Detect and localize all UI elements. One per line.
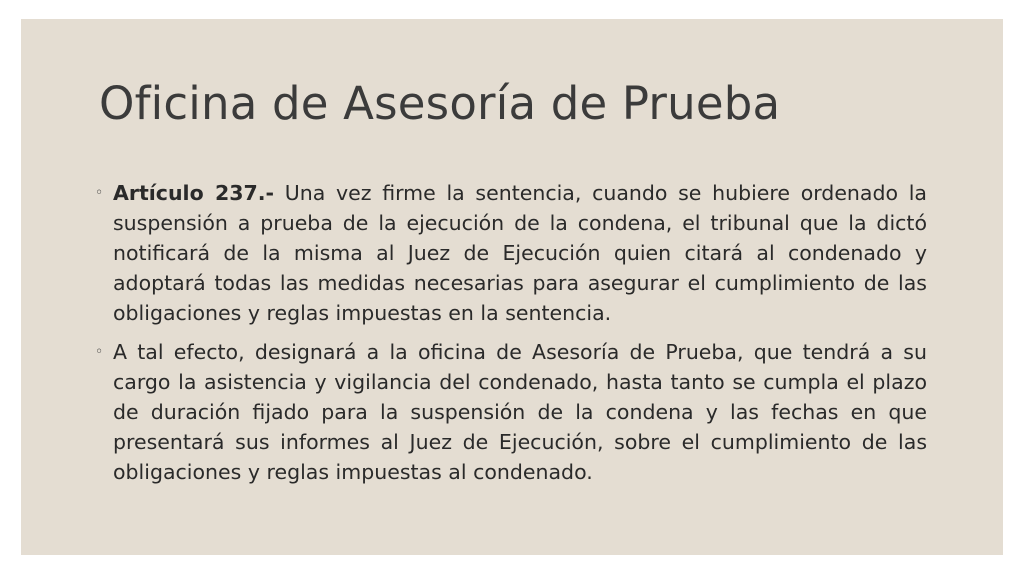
bullet-item-articulo-237 — [93, 178, 927, 328]
article-number-label: Artículo 237.- — [113, 181, 275, 205]
hollow-circle-bullet-icon: ◦ — [95, 344, 104, 360]
bullet-text: A tal efecto, designará a la oficina de Asesoría de Prueba, que tendrá a su cargo la asistencia y vigilancia del condenado, hasta tanto se cumpla el plazo de duración fijado para la suspensión de la condena y las fechas en que presentará sus informes al Juez de Ejecución, sobre el cumplimiento de las obligaciones y reglas impuestas al condenado. — [113, 340, 927, 484]
bullet-text: Una vez firme la sentencia, cuando se hubiere ordenado la suspensión a prueba de la ejecución de la condena, el tribunal que la dictó notificará de la misma al Juez de Ejecución quien citará al condenado y adoptará todas las medidas necesarias para asegurar el cumplimiento de las obligaciones y reglas impuestas en la sentencia. — [113, 181, 927, 325]
slide — [21, 19, 1003, 555]
bullet-item-asesoria — [93, 337, 927, 487]
slide-body — [93, 178, 927, 496]
slide-title: Oficina de Asesoría de Prueba — [99, 77, 781, 130]
hollow-circle-bullet-icon: ◦ — [95, 185, 104, 201]
